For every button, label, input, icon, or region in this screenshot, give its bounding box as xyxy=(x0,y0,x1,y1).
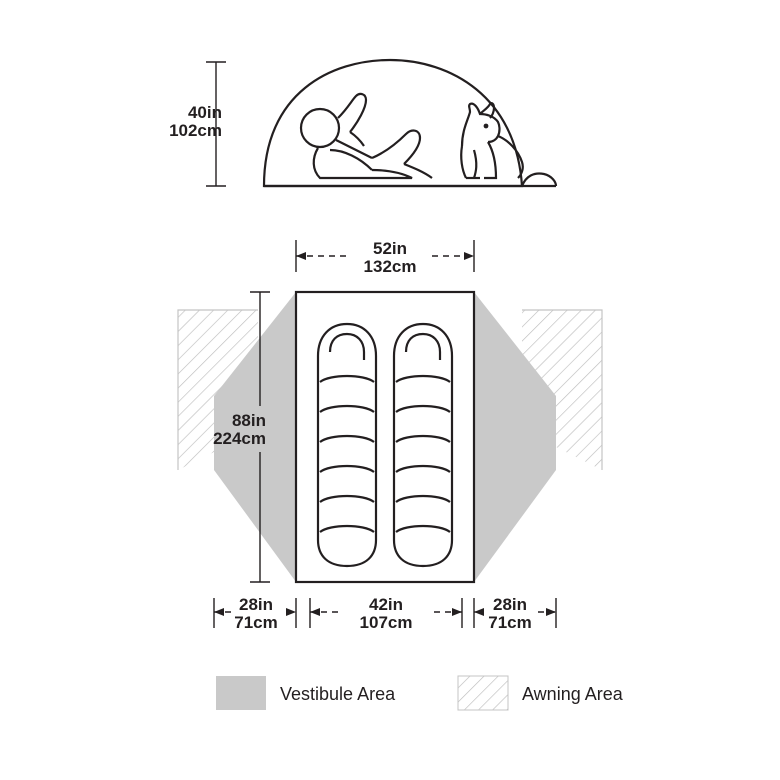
elevation-view xyxy=(169,60,556,186)
legend-swatch-vestibule xyxy=(216,676,266,710)
floor-width-inches: 42in xyxy=(368,595,404,614)
elevation-height-dimension xyxy=(169,62,226,186)
floorplan-view xyxy=(178,239,602,632)
floorplan-width-dimension xyxy=(296,239,474,276)
right-vestibule-inches: 28in xyxy=(492,595,528,614)
left-vestibule-inches: 28in xyxy=(238,595,274,614)
floorplan-length-cm: 224cm xyxy=(213,429,266,448)
elevation-height-inches: 40in xyxy=(187,103,222,122)
sleeping-bag-left xyxy=(318,324,376,566)
bottom-dimension-chain xyxy=(214,595,556,632)
floor-width-cm: 107cm xyxy=(359,613,413,632)
right-vestibule-cm: 71cm xyxy=(488,613,532,632)
legend-label-awning: Awning Area xyxy=(522,684,623,704)
floorplan-width-inches: 52in xyxy=(372,239,408,258)
floorplan-length-inches: 88in xyxy=(231,411,266,430)
legend-label-vestibule: Vestibule Area xyxy=(280,684,396,704)
legend-swatch-awning xyxy=(458,676,508,710)
floorplan-width-cm: 132cm xyxy=(363,257,417,276)
legend xyxy=(216,676,624,710)
left-vestibule-cm: 71cm xyxy=(234,613,278,632)
elevation-height-cm: 102cm xyxy=(169,121,222,140)
sleeping-bag-right xyxy=(394,324,452,566)
person-reclining-icon xyxy=(301,94,432,178)
